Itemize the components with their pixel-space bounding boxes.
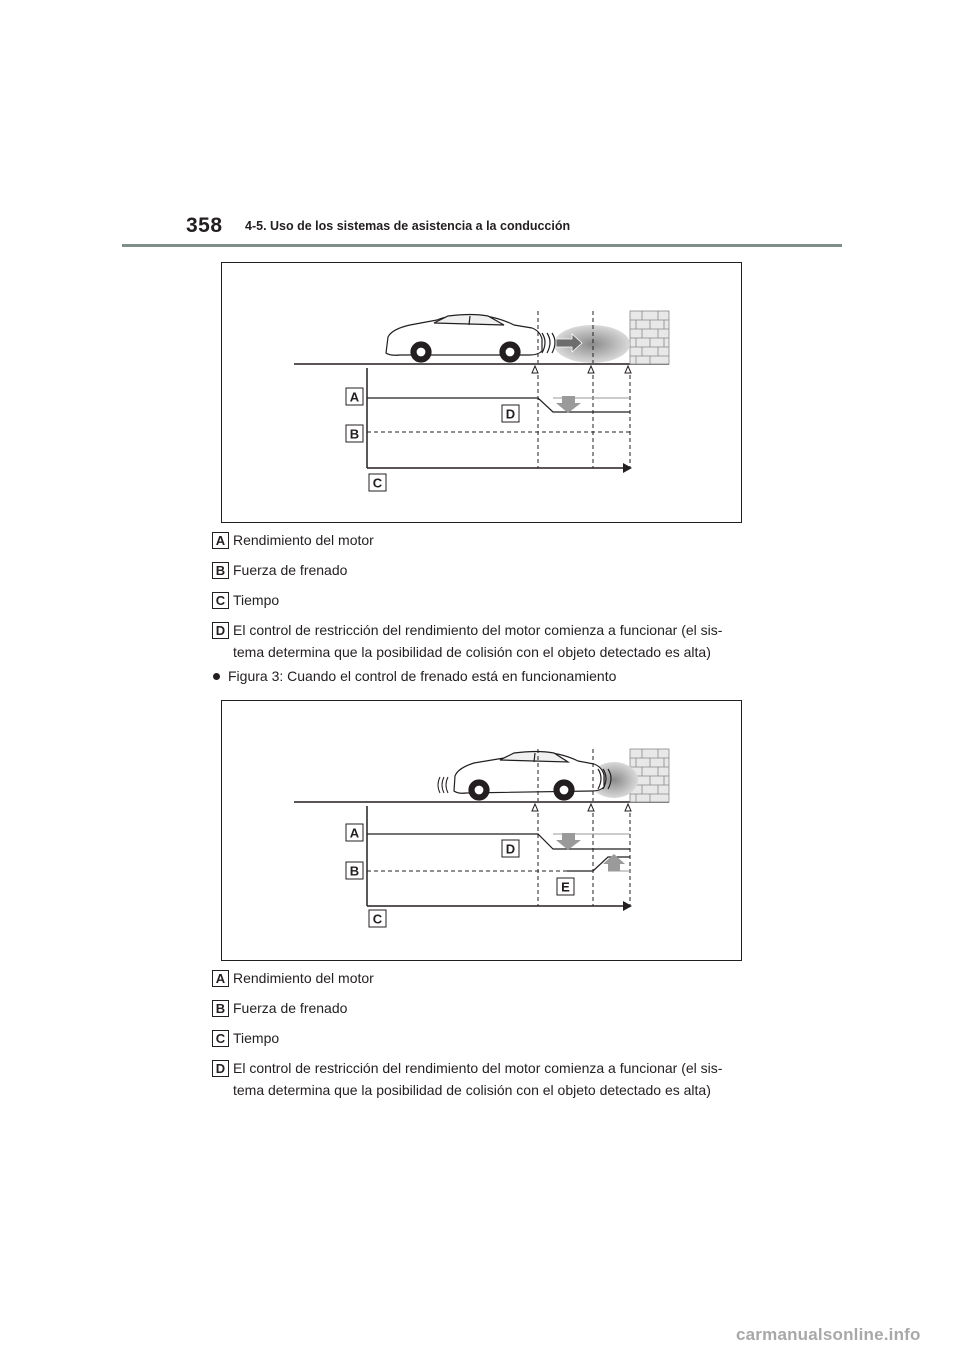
car-icon [386, 315, 542, 363]
label-c: C [372, 475, 383, 491]
legend1-item-b [212, 559, 347, 581]
legend-tag: C [212, 1030, 229, 1047]
label-b: B [349, 426, 360, 442]
legend-tag: D [212, 1060, 229, 1077]
wall-icon [630, 311, 669, 364]
car-icon [454, 752, 604, 801]
legend-tag: A [212, 532, 229, 549]
label-e: E [561, 879, 570, 895]
legend-text: El control de restricción del rendimiento del motor comienza a funcionar (el sis- [233, 622, 723, 638]
legend1-item-c [212, 589, 279, 611]
down-arrow-icon [556, 396, 581, 413]
legend-tag: C [212, 592, 229, 609]
legend1-item-d [212, 619, 722, 641]
legend-text: El control de restricción del rendimiento del motor comienza a funcionar (el sis- [233, 1060, 723, 1076]
legend-text: Fuerza de frenado [233, 562, 348, 578]
legend-text: Tiempo [233, 1030, 280, 1046]
legend2-item-c [212, 1027, 279, 1049]
label-b: B [349, 863, 360, 879]
legend-text: Tiempo [233, 592, 280, 608]
label-d: D [505, 841, 516, 857]
event-markers [532, 366, 631, 373]
legend1-item-d-continuation: tema determina que la posibilidad de colisión con el objeto detectado es alta) [233, 644, 711, 660]
legend-tag: B [212, 562, 229, 579]
legend-text: Rendimiento del motor [233, 532, 374, 548]
label-a: A [349, 825, 360, 841]
down-arrow-icon [556, 833, 581, 850]
bullet-icon [213, 673, 220, 680]
figure-brake-control-diagram [222, 701, 741, 960]
signal-arcs-icon [542, 333, 555, 353]
page-number: 358 [186, 214, 223, 237]
label-a: A [349, 389, 360, 405]
legend2-item-b [212, 997, 347, 1019]
figure-engine-restriction [221, 262, 742, 523]
figure-caption-bullet [212, 665, 616, 687]
legend-tag: D [212, 622, 229, 639]
legend-text: Rendimiento del motor [233, 970, 374, 986]
footer-watermark[interactable]: carmanualsonline.info [736, 1325, 921, 1344]
legend2-item-d-continuation: tema determina que la posibilidad de colisión con el objeto detectado es alta) [233, 1082, 711, 1098]
header-divider [122, 244, 842, 247]
legend2-item-d [212, 1057, 722, 1079]
legend1-item-a [212, 529, 374, 551]
label-c: C [372, 911, 383, 927]
label-d: D [505, 406, 516, 422]
figure-engine-restriction-diagram [222, 263, 741, 522]
legend2-item-a [212, 967, 374, 989]
figure-brake-control [221, 700, 742, 961]
engine-output-line [367, 834, 630, 849]
figure-caption-text: Figura 3: Cuando el control de frenado está en funcionamiento [228, 668, 617, 684]
legend-text: Fuerza de frenado [233, 1000, 348, 1016]
engine-output-line [367, 398, 630, 412]
section-title: 4-5. Uso de los sistemas de asistencia a la conducción [245, 219, 571, 233]
legend-tag: B [212, 1000, 229, 1017]
motion-blur-icon [438, 777, 448, 793]
legend-tag: A [212, 970, 229, 987]
event-markers [532, 804, 631, 811]
